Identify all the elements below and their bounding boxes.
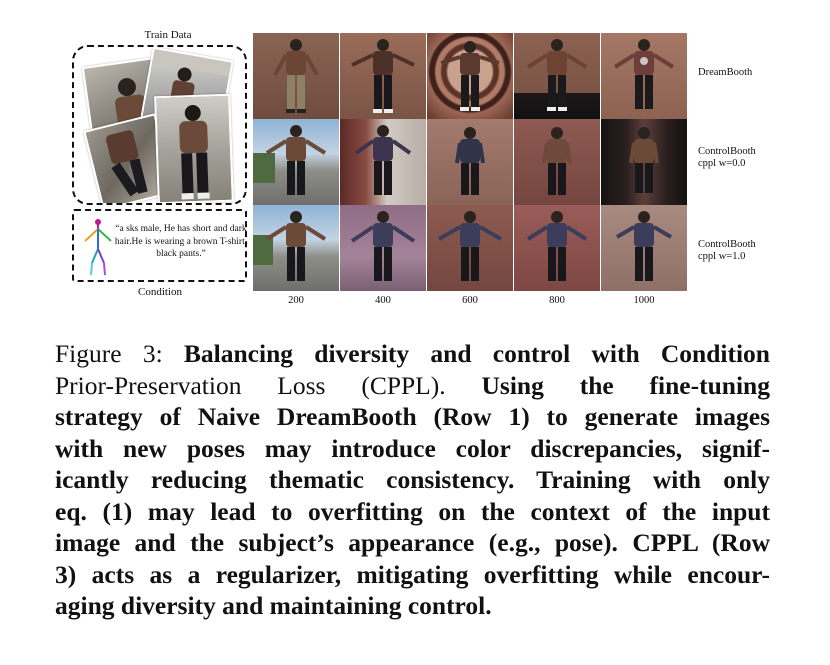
condition-box (72, 209, 247, 282)
row-2-sublabel: cppl w=0.0 (698, 158, 746, 169)
caption-line: Prior-Preservation Loss (CPPL). Using the fine-tuning (55, 370, 770, 400)
grid-image-r3-c2 (340, 205, 426, 291)
grid-image-r2-c3 (427, 119, 513, 205)
train-data-label: Train Data (144, 29, 192, 41)
grid-image-r1-c5 (601, 33, 687, 119)
figure-caption (55, 338, 770, 622)
grid-image-r3-c3 (427, 205, 513, 291)
row-1-label: DreamBooth (698, 67, 753, 78)
caption-line: strategy of Naive DreamBooth (Row 1) to generate images (55, 402, 770, 431)
grid-image-r3-c5 (601, 205, 687, 291)
grid-image-r3-c4 (514, 205, 600, 291)
step-label-400: 400 (375, 295, 391, 306)
caption-line: with new poses may introduce color discrepancies, signif- (55, 433, 770, 463)
caption-line: image and the subject’s appearance (e.g., pose). CPPL (Row (55, 528, 770, 557)
grid-image-r2-c5 (601, 119, 687, 205)
row-label-controlbooth-w0 (698, 146, 756, 170)
caption-line: aging diversity and maintaining control. (55, 591, 492, 620)
step-label-600: 600 (462, 295, 478, 306)
caption-line: 3) acts as a regularizer, mitigating overfitting while encour- (55, 559, 770, 589)
row-3-label: ControlBooth (698, 239, 756, 250)
train-photo-4 (154, 94, 234, 205)
row-2-label: ControlBooth (698, 146, 756, 157)
grid-image-r3-c1 (253, 205, 339, 291)
train-data-box (72, 45, 247, 205)
condition-prompt: “a sks male, He has short and dark hair.He is wearing a brown T-shirt, black pants.” (114, 224, 248, 259)
caption-line: icantly reducing thematic consistency. Training with only (55, 465, 770, 494)
step-label-200: 200 (288, 295, 304, 306)
caption-line: Figure 3: Balancing diversity and control with Condition (55, 339, 770, 368)
grid-image-r1-c3 (427, 33, 513, 119)
row-label-controlbooth-w1 (698, 239, 756, 263)
row-label-dreambooth (698, 67, 752, 79)
step-label-1000: 1000 (633, 295, 655, 306)
grid-image-r1-c4 (514, 33, 600, 119)
grid-image-r2-c2 (340, 119, 426, 205)
grid-image-r1-c2 (340, 33, 426, 119)
step-label-800: 800 (549, 295, 565, 306)
results-grid (253, 33, 686, 291)
caption-line: eq. (1) may lead to overfitting on the context of the input (55, 496, 770, 526)
row-3-sublabel: cppl w=1.0 (698, 251, 746, 262)
grid-image-r1-c1 (253, 33, 339, 119)
grid-image-r2-c1 (253, 119, 339, 205)
grid-image-r2-c4 (514, 119, 600, 205)
condition-label: Condition (137, 286, 182, 298)
pose-skeleton-icon (80, 215, 116, 279)
